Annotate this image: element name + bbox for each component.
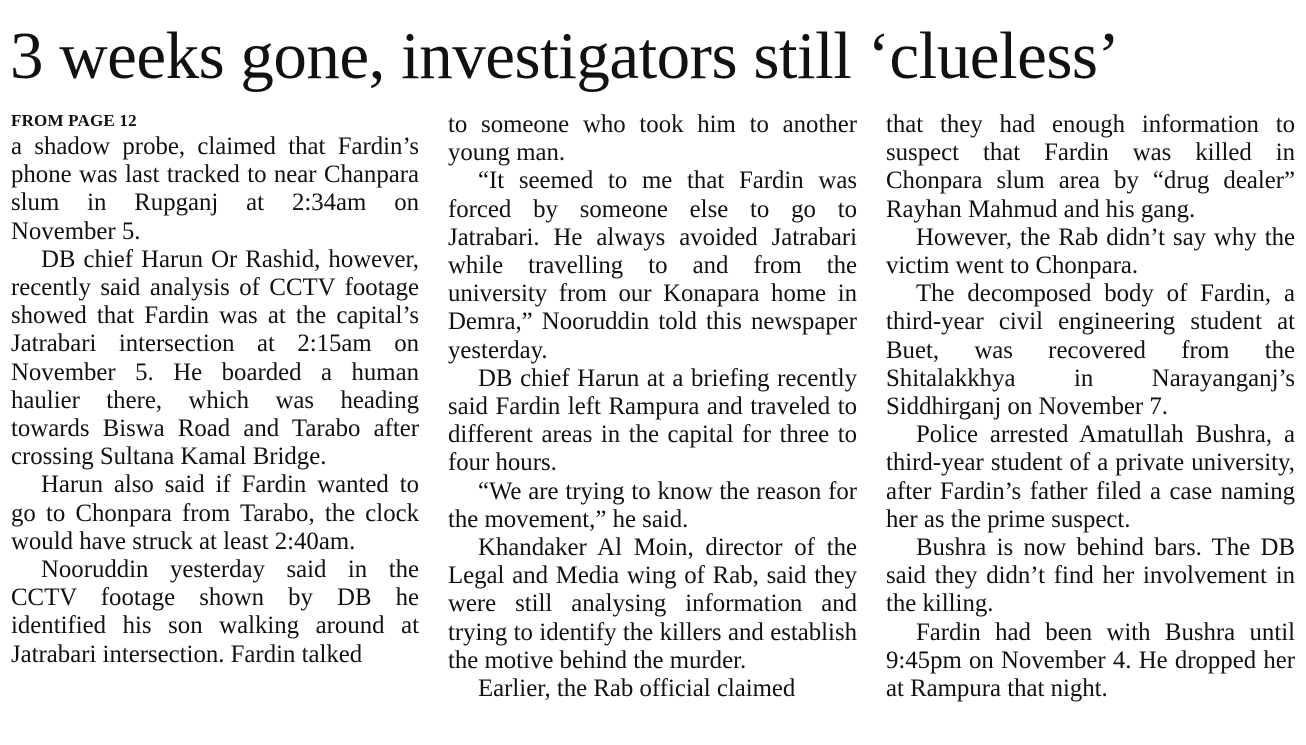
paragraph: to someone who took him to another young man.	[448, 111, 857, 167]
article-column-3	[886, 111, 1295, 703]
paragraph: Earlier, the Rab official claimed	[478, 675, 796, 703]
paragraph: Khandaker Al Moin, director of the Legal and Media wing of Rab, said they were still analysing information and trying to identify the killers and establish the motive behind the murder.	[448, 534, 857, 674]
paragraph: DB chief Harun at a briefing recently said Fardin left Rampura and traveled to different areas in the capital for three to four hours.	[448, 364, 857, 477]
paragraph: DB chief Harun Or Rashid, however, recently said analysis of CCTV footage showed that Fardin was at the capital’s Jatrabari intersection at 2:15am on November 5. He boarded a human haulier there, which was heading towards Biswa Road and Tarabo after crossing Sultana Kamal Bridge.	[11, 245, 419, 471]
paragraph: The decomposed body of Fardin, a third-year civil engineering student at Buet, was recovered from the Shitalakkhya in Narayanganj’s Siddhirganj on November 7.	[886, 280, 1295, 421]
paragraph: “We are trying to know the reason for the movement,” he said.	[448, 477, 857, 533]
continued-from-kicker: FROM PAGE 12	[11, 111, 137, 130]
paragraph: Nooruddin yesterday said in the CCTV footage shown by DB he identified his son walking around at Jatrabari intersection. Fardin talked	[11, 556, 419, 668]
paragraph: Police arrested Amatullah Bushra, a third-year student of a private university, after Fardin’s father filed a case naming her as the prime suspect.	[886, 421, 1295, 533]
paragraph: Bushra is now behind bars. The DB said they didn’t find her involvement in the killing.	[886, 534, 1295, 618]
paragraph: Harun also said if Fardin wanted to go to Chonpara from Tarabo, the clock would have struck at least 2:40am.	[11, 471, 419, 555]
paragraph: that they had enough information to suspect that Fardin was killed in Chonpara slum area by “drug dealer” Rayhan Mahmud and his gang.	[886, 111, 1295, 223]
paragraph: Fardin had been with Bushra until 9:45pm on November 4. He dropped her at Rampura that night.	[886, 618, 1295, 703]
paragraph: However, the Rab didn’t say why the victim went to Chonpara.	[886, 223, 1295, 280]
paragraph: “It seemed to me that Fardin was forced by someone else to go to Jatrabari. He always avoided Jatrabari while travelling to and from the university from our Konapara home in Demra,” Nooruddin told this newspaper yesterday.	[448, 167, 857, 364]
headline: 3 weeks gone, investigators still ‘clueless’	[10, 19, 1120, 93]
article-column-2	[448, 111, 857, 703]
paragraph: a shadow probe, claimed that Fardin’s phone was last tracked to near Chanpara slum in Rupganj at 2:34am on November 5.	[11, 133, 419, 245]
article-column-1	[11, 110, 419, 669]
